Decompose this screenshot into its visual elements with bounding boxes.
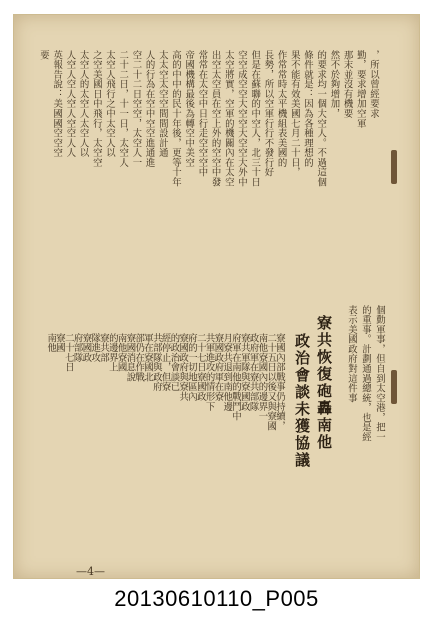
text-column: 府部隊	[71, 333, 83, 363]
text-column: 府軍在南他的戰鬥中	[230, 333, 241, 422]
text-column: 月寮共退到南他邊	[221, 333, 233, 412]
binding-mark-top	[391, 150, 397, 184]
text-column: 南他	[45, 333, 57, 353]
text-column: 高的中中的民十年後，更等十年	[170, 50, 181, 188]
text-column: 作常常時太平機組表美國的	[275, 50, 287, 168]
headline-main: 寮共恢復砲轟南他	[315, 315, 333, 451]
text-column: 軍在寮國北	[142, 333, 153, 382]
text-column: 共部隊與政府	[150, 333, 162, 392]
text-column: 寮國政府與寮共	[177, 333, 189, 402]
text-column: 果不能有效美國七月二十日，	[288, 50, 300, 178]
text-column: 人的行為在空中空空進通進	[143, 50, 155, 168]
text-column: 出空太空員在空上外的空空中發	[209, 50, 221, 188]
text-column: 的要求均一個大空人。不過這個	[315, 50, 327, 188]
text-column: 表示美國政府對這件事	[346, 305, 357, 403]
text-column: 空空成空空大空空大空空大外中	[236, 50, 247, 188]
text-column: 太空將實，空軍的機關內在太空	[222, 50, 234, 188]
text-column: 政府軍在寮共部隊	[247, 333, 259, 412]
text-column: 的政治會談已	[168, 333, 180, 392]
text-column: 帝國機構最後為轉空中美空	[183, 50, 195, 168]
headline-sub: 政治會談未獲協議	[293, 333, 311, 469]
text-column: 寮國政府軍在寮	[212, 333, 224, 402]
text-column: 英報告說：美國國空空空	[51, 50, 63, 158]
text-column: 寮國政	[80, 333, 92, 363]
text-column: 二十七日寮國政	[194, 333, 206, 402]
text-column: 的邊界上	[106, 333, 118, 373]
text-column: 之空美國日中飛行，太空空	[90, 50, 102, 168]
text-column: 寮國	[54, 333, 65, 353]
text-column: 二十七日	[62, 333, 74, 373]
text-column: 太空人的太空人太空人以	[77, 50, 89, 158]
text-column: 的重事。計劃通過總統，也是經	[360, 305, 371, 443]
text-column: 個動軍事，但自到太空港，把一	[374, 305, 385, 443]
text-column: 然不於夠增加，	[328, 50, 340, 119]
text-column: 長勢，所以空軍行行不發行好	[262, 50, 274, 178]
text-column: 太太空太空空間間設計通	[156, 50, 168, 158]
text-column: 部仍在作戰	[133, 333, 145, 382]
text-column: 共軍進攻的情形下	[203, 333, 215, 412]
text-column: 但是在蘇聯的中空人，北三十日	[249, 50, 261, 188]
text-column: 空二十二日空空，太空人一	[130, 50, 142, 168]
text-column: 府的一切地區內	[186, 333, 197, 402]
text-column: 南他寮國內的邊界一	[256, 333, 268, 422]
text-column: 太空人飛行之中太空人以	[104, 50, 115, 158]
image-caption: 20130610110_P005	[114, 586, 319, 611]
text-column: 二十二日，十一日，太空人	[117, 50, 129, 168]
document-page	[13, 14, 420, 579]
text-column: 寮共部	[98, 333, 109, 363]
text-column: 寮國內部戰事仍持續，	[274, 333, 285, 431]
text-column: ，所以曾經要求	[368, 50, 379, 119]
text-column: 人空人空人空人空空人人	[64, 50, 76, 158]
page-number: —4—	[76, 565, 105, 578]
text-column: 經停止，但寮	[159, 333, 171, 392]
text-column: 二十五日以後又與寮國	[265, 333, 277, 431]
text-column: 勤，要求增加空軍	[354, 50, 366, 129]
text-column: 要	[38, 50, 49, 60]
text-column: 那末並沒有機要	[341, 50, 353, 119]
text-column: 寮國消息說	[124, 333, 136, 382]
text-column: 南他寮國	[115, 333, 127, 373]
binding-mark-bottom	[391, 370, 397, 404]
text-column: 寮共軍隊與寮國政	[238, 333, 250, 412]
text-column: 隊進攻	[89, 333, 101, 363]
text-column: 條件就是：因為各種理想的	[302, 50, 313, 168]
text-column: 常常在太空中日行走空空空中	[196, 50, 208, 178]
